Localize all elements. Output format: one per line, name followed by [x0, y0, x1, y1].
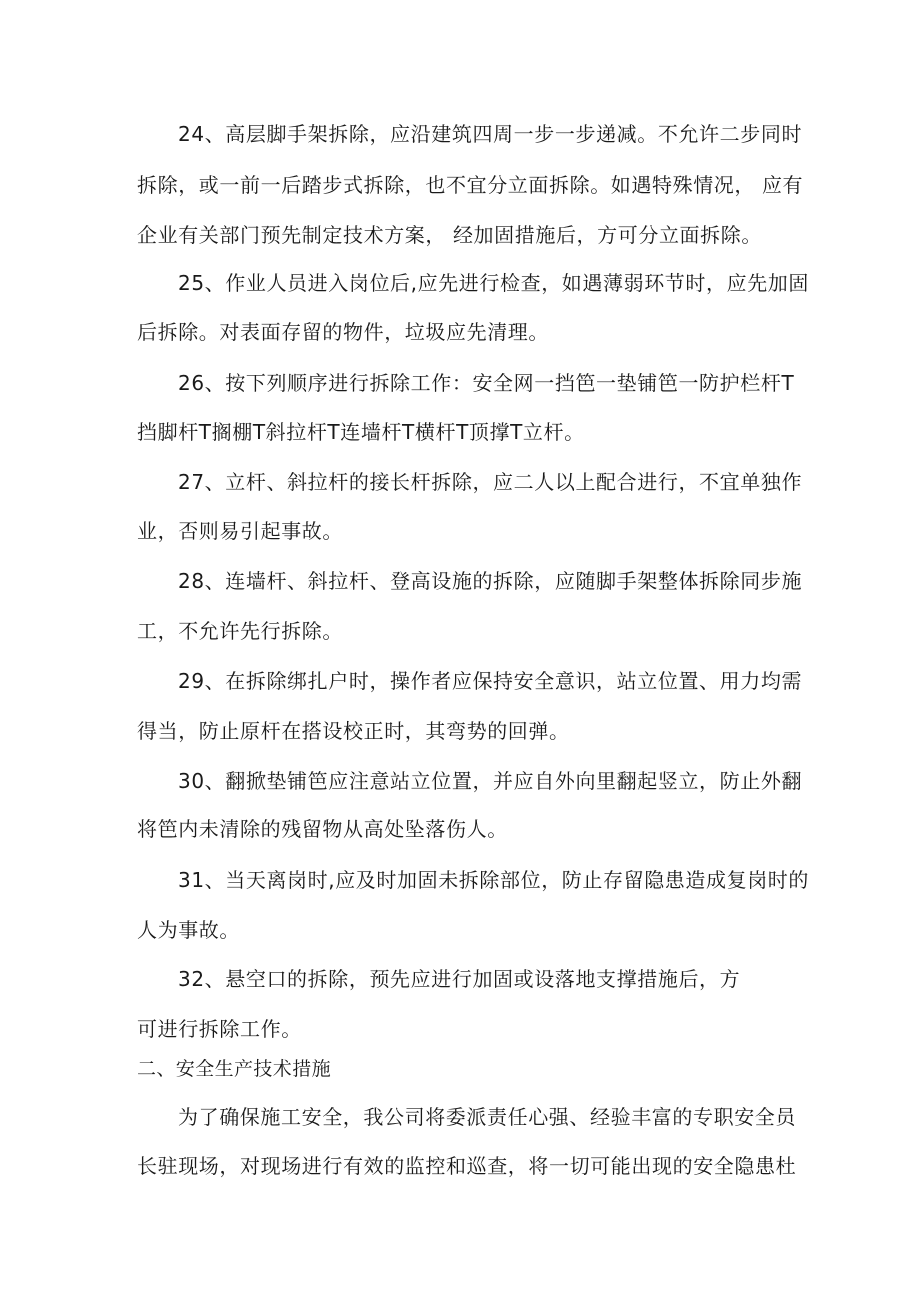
item-30-line-2: 将笆内未清除的残留物从高处坠落伤人。: [137, 817, 508, 841]
item-24-line-2: 拆除，或一前一后踏步式拆除，也不宜分立面拆除。如遇特殊情况， 应有: [137, 173, 804, 197]
item-29-line-1: 29、在拆除绑扎户时，操作者应保持安全意识，站立位置、用力均需: [178, 669, 803, 693]
item-32-line-1: 32、悬空口的拆除，预先应进行加固或设落地支撑措施后，方: [178, 967, 741, 991]
item-27-line-1: 27、立杆、斜拉杆的接长杆拆除，应二人以上配合进行，不宜单独作: [178, 470, 803, 494]
item-28-line-1: 28、连墙杆、斜拉杆、登高设施的拆除，应随脚手架整体拆除同步施: [178, 569, 803, 593]
section-paragraph-line-1: 为了确保施工安全，我公司将委派责任心强、经验丰富的专职安全员: [178, 1105, 796, 1129]
item-27-line-2: 业，否则易引起事故。: [137, 519, 343, 543]
item-26-line-1: 26、按下列顺序进行拆除工作：安全网一挡笆一垫铺笆一防护栏杆T: [178, 371, 795, 395]
item-31-line-2: 人为事故。: [137, 918, 240, 942]
item-32-line-2: 可进行拆除工作。: [137, 1017, 302, 1041]
section-heading: 二、安全生产技术措施: [137, 1058, 332, 1080]
item-29-line-2: 得当，防止原杆在搭设校正时，其弯势的回弹。: [137, 719, 570, 743]
section-paragraph-line-2: 长驻现场，对现场进行有效的监控和巡查，将一切可能出现的安全隐患杜: [137, 1154, 797, 1178]
item-28-line-2: 工，不允许先行拆除。: [137, 619, 343, 643]
item-25-line-2: 后拆除。对表面存留的物件，垃圾应先清理。: [137, 320, 549, 344]
item-31-line-1: 31、当天离岗时,应及时加固未拆除部位，防止存留隐患造成复岗时的: [178, 868, 810, 892]
item-26-line-2: 挡脚杆T搁棚T斜拉杆T连墙杆T横杆T顶撑T立杆。: [137, 420, 585, 444]
item-30-line-1: 30、翻掀垫铺笆应注意站立位置，并应自外向里翻起竖立，防止外翻: [178, 769, 803, 793]
item-24-line-3: 企业有关部门预先制定技术方案， 经加固措施后，方可分立面拆除。: [137, 223, 762, 247]
item-25-line-1: 25、作业人员进入岗位后,应先进行检查，如遇薄弱环节时，应先加固: [178, 271, 810, 295]
item-24-line-1: 24、高层脚手架拆除，应沿建筑四周一步一步递减。不允许二步同时: [178, 122, 803, 146]
